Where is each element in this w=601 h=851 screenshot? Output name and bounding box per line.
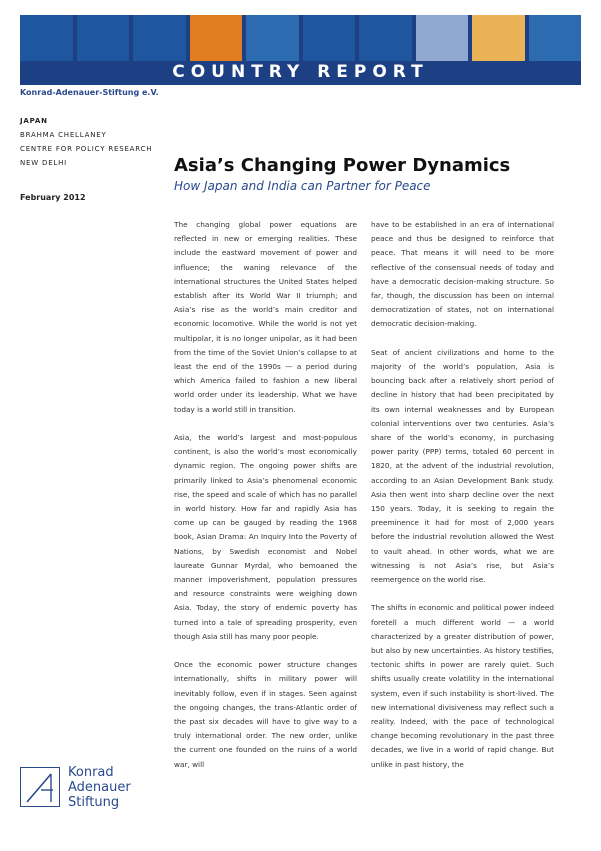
city-name: NEW DELHI	[20, 159, 68, 167]
logo-line: Konrad	[68, 765, 114, 780]
banner-tile	[20, 15, 73, 61]
kas-logo	[20, 765, 160, 825]
report-date: February 2012	[20, 193, 86, 202]
report-banner	[20, 15, 581, 85]
banner-tile	[246, 15, 299, 61]
paragraph: Once the economic power structure changes internationally, shifts in military power will inevitably follow, even if in stages. Seen against the ongoing changes, the trans-Atlantic order of the past six decades will have to give way to a truly international order. The new order, unlike the current one founded on the ruins of a world war, will	[174, 660, 357, 769]
country-label: JAPAN	[20, 117, 48, 125]
report-meta	[20, 114, 152, 170]
banner-tile	[529, 15, 582, 61]
text-column-right	[371, 218, 554, 786]
organization-name: Konrad-Adenauer-Stiftung e.V.	[20, 88, 159, 97]
paragraph: The changing global power equations are reflected in new or emerging realities. These include the eastward movement of power and influence; the waning relevance of the international structures the United States helped establish after its World War II triumph; and Asia’s rise as the world’s main creditor and economic locomotive. While the world is not yet multipolar, it is no longer unipolar, as it had been from the time of the Soviet Union’s collapse to at least the end of the 1990s — a period during which America failed to fashion a new liberal world order under its leadership. What we have today is a world still in transition.	[174, 220, 357, 414]
paragraph: The shifts in economic and political power indeed foretell a much different world — a world characterized by a greater distribution of power, but also by new uncertainties. As history testifies, tectonic shifts in power are rarely quiet. Such shifts usually create volatility in the international system, even if such instability is short-lived. The new international divisiveness may reflect such a reality. Indeed, with the pace of technological change becoming revolutionary in the past three decades, we live in a world of rapid change. But unlike in past history, the	[371, 603, 554, 769]
paragraph: Asia, the world’s largest and most-populous continent, is also the world’s most economically dynamic region. The ongoing power shifts are primarily linked to Asia’s phenomenal economic rise, the speed and scale of which has no parallel in world history. How far and rapidly Asia has come up can be gauged by reading the 1968 book, Asian Drama: An Inquiry Into the Poverty of Nations, by Swedish economist and Nobel laureate Gunnar Myrdal, who bemoaned the manner impoverishment, population pressures and resource constraints were weighing down Asia. Today, the story of endemic poverty has turned into a tale of spreading prosperity, even though Asia still has many poor people.	[174, 433, 357, 641]
logo-line: Adenauer	[68, 780, 131, 795]
paragraph: have to be established in an era of international peace and thus be designed to reinforce that peace. That means it will need to be more reflective of the consensual needs of today and have a democratic decision-making structure. So far, though, the discussion has been on internal democratization of states, not on international democratic decision-making.	[371, 220, 554, 329]
banner-tile	[303, 15, 356, 61]
banner-tile	[190, 15, 243, 61]
logo-mark-icon	[20, 767, 60, 807]
author-name: BRAHMA CHELLANEY	[20, 131, 107, 139]
banner-title: COUNTRY REPORT	[172, 62, 429, 82]
text-column-left	[174, 218, 357, 786]
banner-tile	[416, 15, 469, 61]
page-title: Asia’s Changing Power Dynamics	[174, 155, 511, 176]
banner-tile	[77, 15, 130, 61]
paragraph: Seat of ancient civilizations and home to the majority of the world’s population, Asia is bouncing back after a relatively short period of decline in history that had been precipitated by its own internal weaknesses and by European colonial interventions over two centuries. Asia’s share of the world’s economy, in purchasing power parity (PPP) terms, totaled 60 percent in 1820, at the advent of the industrial revolution, according to an Asian Development Bank study. Asia then went into sharp decline over the next 150 years. Today, it is seeking to regain the preeminence it had for most of 2,000 years before the industrial revolution allowed the West to vault ahead. In other words, what we are witnessing is not Asia’s rise, but Asia’s reemergence on the world rise.	[371, 347, 554, 585]
banner-tile	[359, 15, 412, 61]
institute-name: CENTRE FOR POLICY RESEARCH	[20, 145, 153, 153]
banner-tiles	[20, 15, 581, 61]
banner-tile	[133, 15, 186, 61]
logo-line: Stiftung	[68, 795, 120, 810]
page-subtitle: How Japan and India can Partner for Peace	[174, 179, 431, 193]
banner-tile	[472, 15, 525, 61]
logo-wordmark	[68, 765, 131, 810]
